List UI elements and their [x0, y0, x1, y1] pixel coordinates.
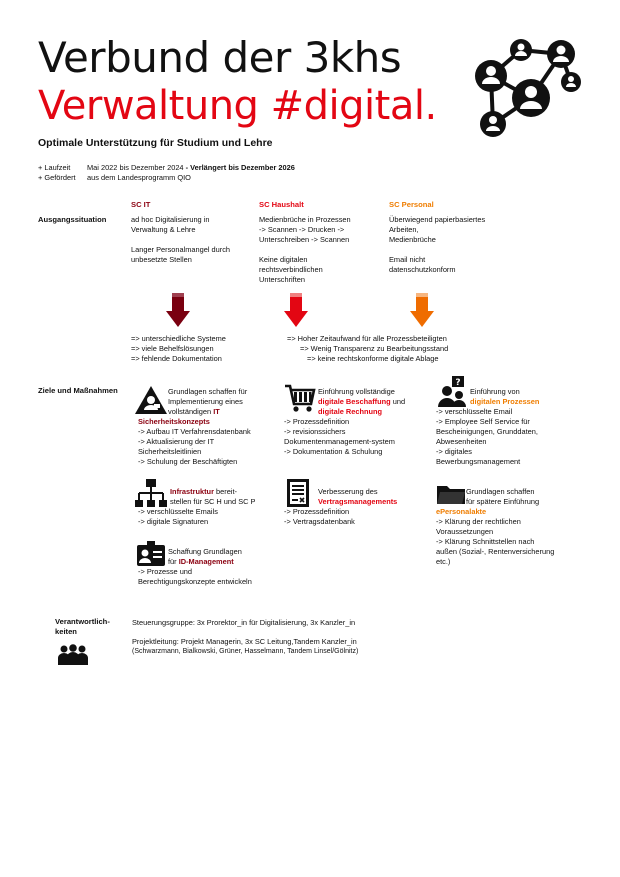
shopping-cart-icon: [284, 383, 316, 413]
idm-highlight: ID-Management: [178, 557, 234, 566]
svg-text:?: ?: [455, 378, 461, 388]
beschaffung-und: und: [390, 397, 406, 406]
hierarchy-icon: [134, 479, 168, 509]
question-person-icon: [438, 376, 468, 408]
infrastruktur-line2: stellen für SC H und SC P: [170, 497, 256, 506]
ausgangssituation-personal: Überwiegend papierbasiertes Arbeiten, Medienbrüche Email nicht datenschutzkonform: [389, 215, 486, 274]
arrow-down-haushalt: [284, 293, 308, 329]
consequence-right-1: => Hoher Zeitaufwand für alle Prozessbeteiligten: [287, 334, 447, 343]
sicherheit-intro: [168, 387, 278, 417]
ausgangssituation-it: ad hoc Digitalisierung in Verwaltung & Lehre Langer Personalmangel durch unbesetzte Stellen: [131, 215, 231, 264]
ausgangssituation-label: Ausgangssituation: [38, 215, 107, 224]
consequences-it: => unterschiedliche Systeme => viele Behelfslösungen => fehlende Dokumentation: [131, 334, 226, 363]
prozesse-highlight: digitalen Prozessen: [470, 397, 540, 406]
epersonal-intro: Grundlagen schaffen für spätere Einführung: [466, 487, 540, 506]
laufzeit-value: Mai 2022 bis Dezember 2024: [87, 163, 184, 172]
id-card-icon: [136, 541, 166, 567]
vertrag-intro: Verbesserung des: [318, 487, 378, 496]
ziele-label: Ziele und Maßnahmen: [38, 386, 118, 395]
hacker-warning-icon: [134, 385, 168, 415]
beschaffung-highlight-row: [318, 397, 405, 407]
projektleitung-namen: (Schwarzmann, Bialkowski, Grüner, Hasselmann, Tandem Linsel/Gölnitz): [132, 648, 359, 655]
beschaffung-highlight-2: digitale Rechnung: [318, 407, 383, 416]
network-people-icon: [463, 36, 585, 140]
verantwortlich-label-1: Verantwortlich-: [55, 617, 110, 626]
steuerungsgruppe: Steuerungsgruppe: 3x Prorektor_in für Digitalisierung, 3x Kanzler_in: [132, 618, 356, 627]
column-header-haushalt: SC Haushalt: [259, 200, 304, 209]
column-header-personal: SC Personal: [389, 200, 434, 209]
infrastruktur-items: -> verschlüsselte Emails -> digitale Signaturen: [138, 507, 218, 526]
laufzeit-row: [87, 163, 295, 173]
prozesse-items: -> verschlüsselte Email -> Employee Self Service für Bescheinigungen, Grunddaten, Abwesenheiten -> digitales Bewerbungsmanagement: [436, 407, 538, 466]
idm-items: -> Prozesse und Berechtigungskonzepte entwickeln: [138, 567, 252, 586]
subtitle: Optimale Unterstützung für Studium und Lehre: [38, 137, 273, 149]
infrastruktur-highlight: Infrastruktur: [170, 487, 214, 496]
arrow-down-it: [166, 293, 190, 329]
infrastruktur-intro-rest: bereit-: [213, 487, 237, 496]
ausgangssituation-haushalt: Medienbrüche in Prozessen -> Scannen -> Drucken -> Unterschreiben -> Scannen Keine digitalen rechtsverbindlichen Unterschriften: [259, 215, 351, 284]
epersonal-items: -> Klärung der rechtlichen Voraussetzungen -> Klärung Schnittstellen nach außen (Sozial-, Rentenversicherung etc.): [436, 517, 555, 566]
consequence-right-2: => Wenig Transparenz zu Bearbeitungsstand: [300, 344, 449, 353]
sicherheit-intro-text: Grundlagen schaffen für Implementierung eines vollständigen: [168, 387, 248, 416]
gefoerdert-label: + Gefördert: [38, 173, 76, 182]
sicherheit-items: -> Aufbau IT Verfahrensdatenbank -> Aktualisierung der IT Sicherheitsleitlinien -> Schulung der Beschäftigten: [138, 427, 251, 466]
laufzeit-extended: - Verlängert bis Dezember 2026: [183, 163, 295, 172]
verantwortlich-label-2: keiten: [55, 627, 77, 636]
sicherheit-highlight-b: Sicherheitskonzepts: [138, 417, 210, 426]
group-people-icon: [58, 644, 88, 666]
vertrag-highlight: Vertragsmanagements: [318, 497, 398, 506]
beschaffung-highlight: digitale Beschaffung: [318, 397, 391, 406]
title-line-2: Verwaltung #digital.: [38, 83, 437, 129]
laufzeit-label: + Laufzeit: [38, 163, 71, 172]
title-line-1: Verbund der 3khs: [38, 33, 402, 82]
infrastruktur-intro: [170, 487, 237, 497]
folder-icon: [436, 483, 466, 505]
gefoerdert-value: aus dem Landesprogramm QIO: [87, 173, 191, 182]
projektleitung: Projektleitung: Projekt Managerin, 3x SC Leitung,Tandem Kanzler_in: [132, 637, 357, 646]
prozesse-intro: Einführung von: [470, 387, 520, 396]
idm-fuer: für: [168, 557, 179, 566]
sicherheit-highlight-a: IT: [213, 407, 220, 416]
beschaffung-intro: Einführung vollständige: [318, 387, 395, 396]
contract-document-icon: [286, 478, 310, 508]
vertrag-items: -> Prozessdefinition -> Vertragsdatenbank: [284, 507, 355, 526]
epersonal-highlight: ePersonalakte: [436, 507, 487, 516]
beschaffung-items: -> Prozessdefinition -> revisionssichers Dokumentenmanagement-system -> Dokumentation & Schulung: [284, 417, 395, 456]
arrow-down-personal: [410, 293, 434, 329]
column-header-it: SC IT: [131, 200, 151, 209]
idm-intro: Schaffung Grundlagen: [168, 547, 242, 556]
idm-highlight-row: [168, 557, 234, 567]
consequence-right-3: => keine rechtskonforme digitale Ablage: [307, 354, 439, 363]
